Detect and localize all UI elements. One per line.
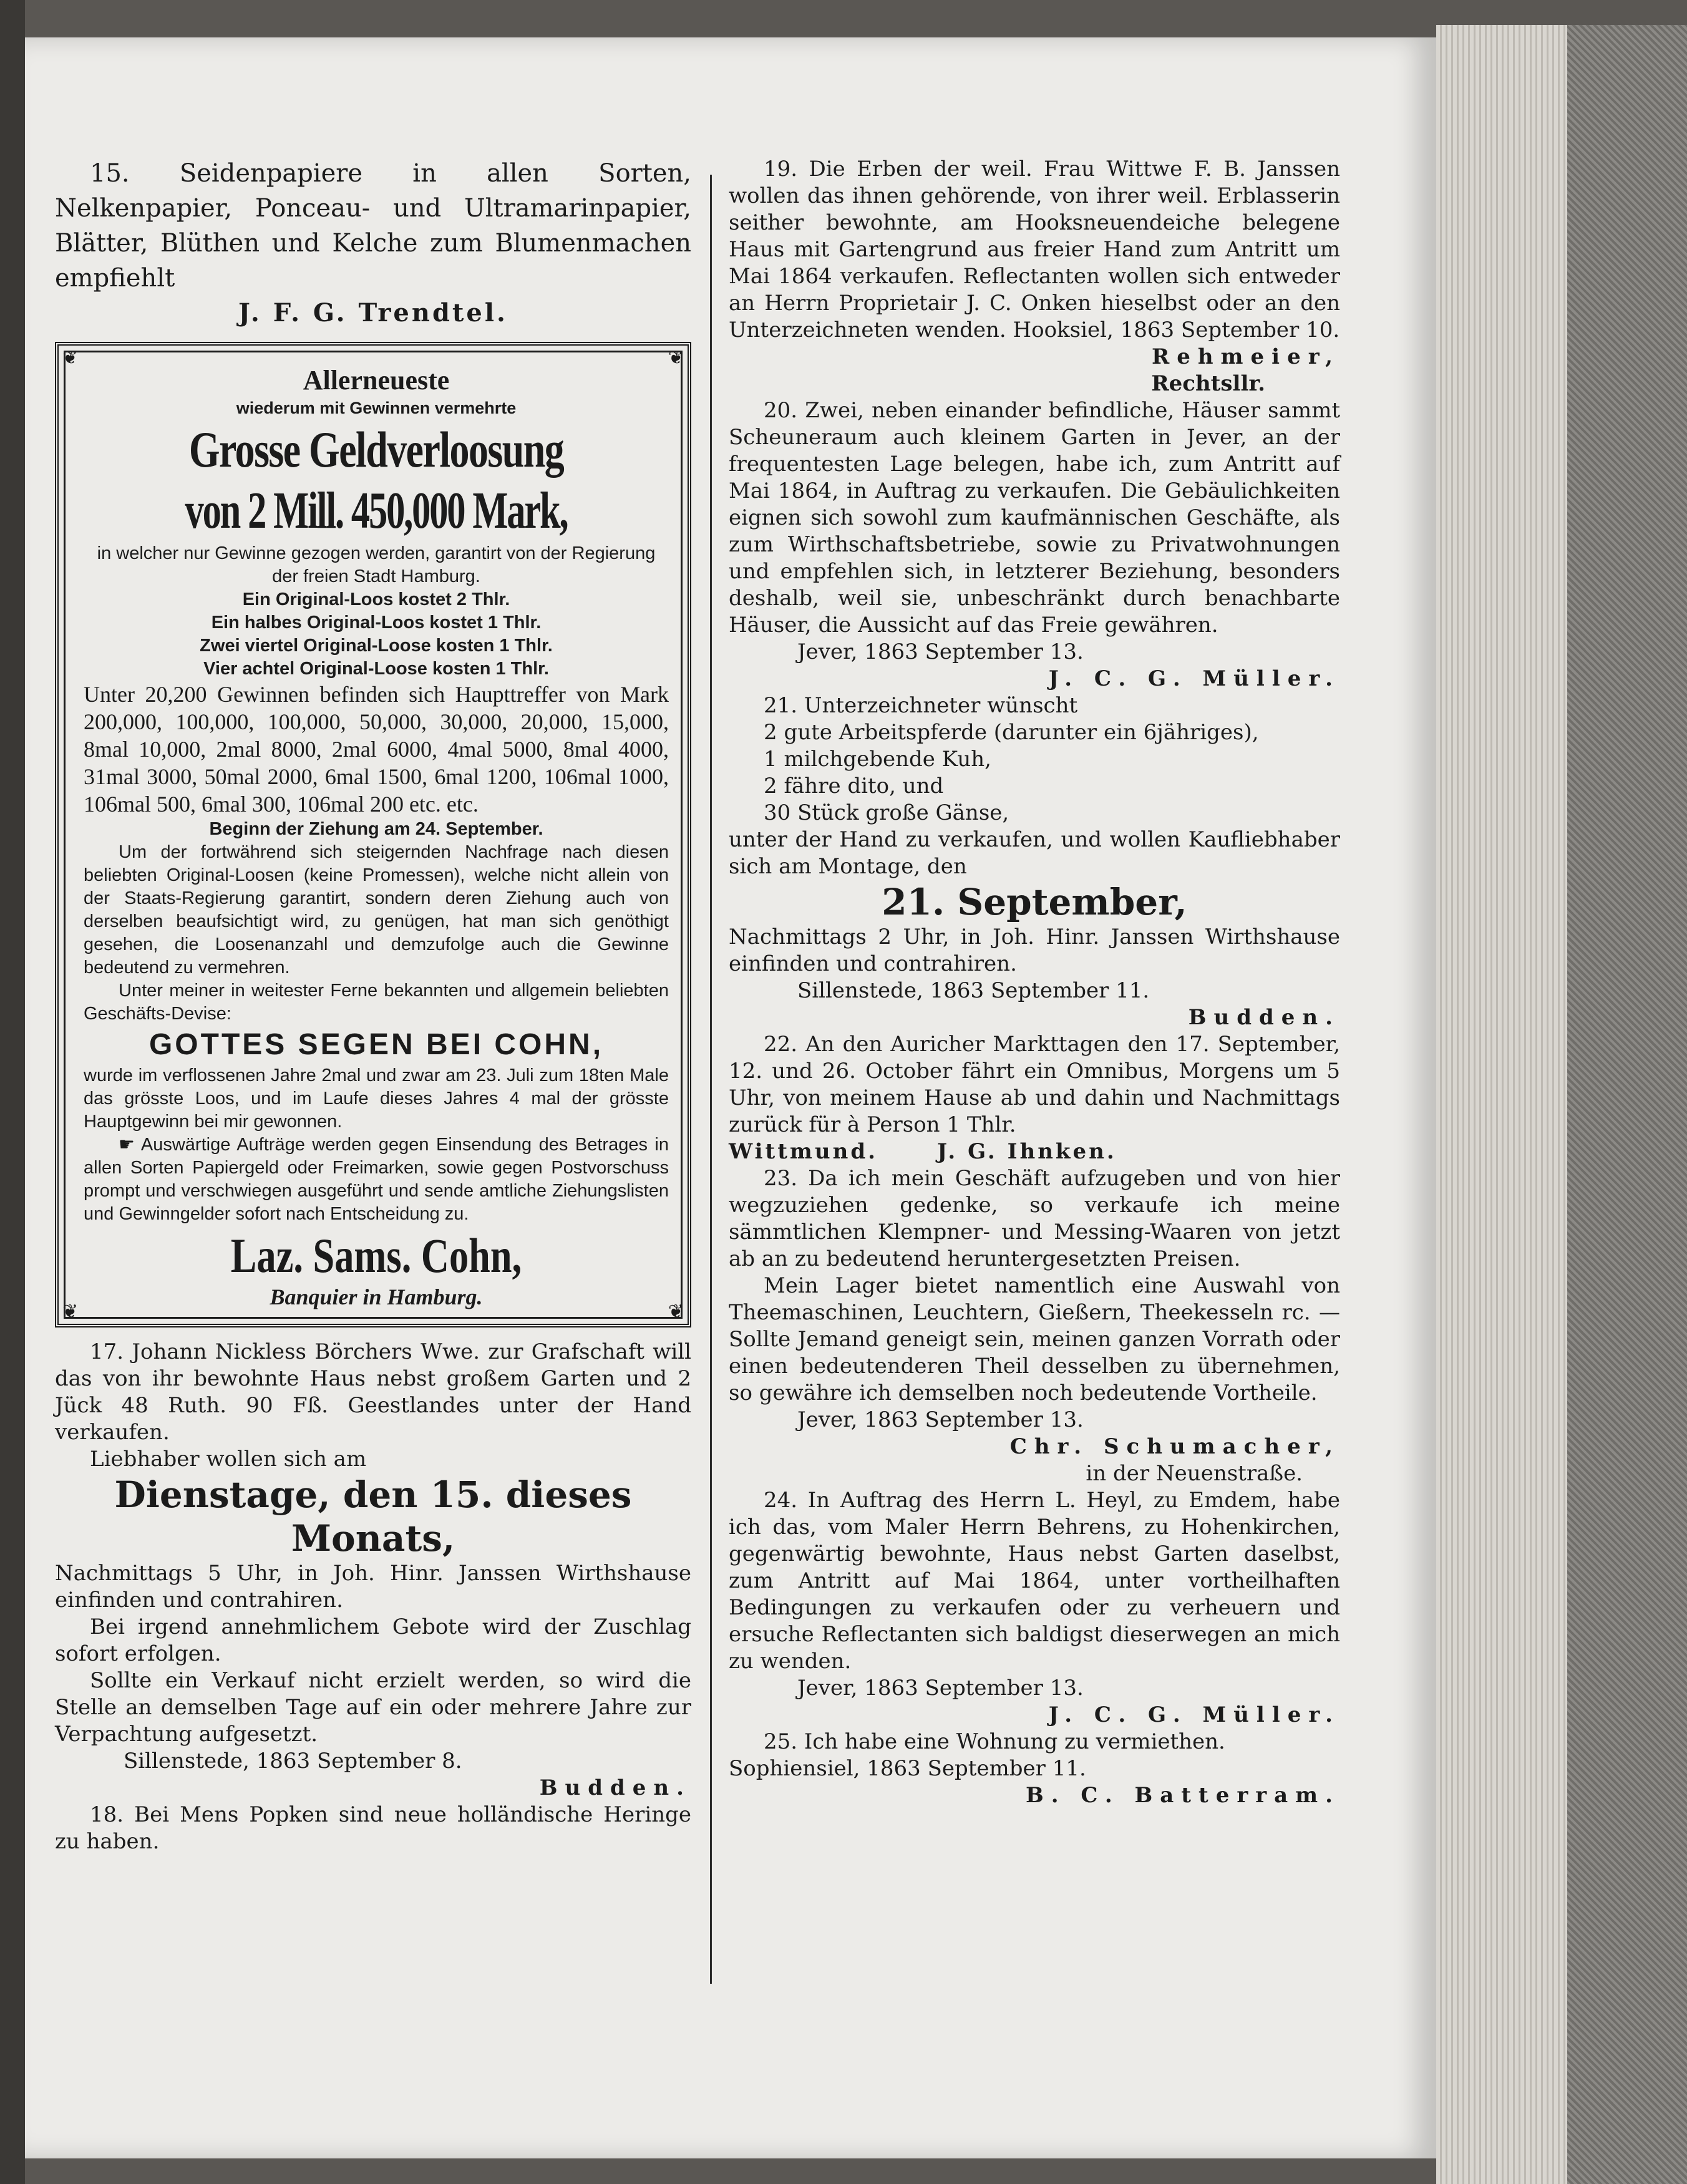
ornament-icon: ❦	[62, 347, 79, 369]
ad-guarantee: in welcher nur Gewinne gezogen werden, garantirt von der Regierung der freien Stadt Hamburg.	[97, 543, 656, 586]
ad-price-2: Ein halbes Original-Loos kostet 1 Thlr.	[211, 613, 542, 633]
ad-headline-3: Grosse Geldverloosung	[188, 421, 564, 478]
book-page-edges	[1436, 25, 1687, 2184]
notice-23-b: Mein Lager bietet namentlich eine Auswahl von Theemaschinen, Leuchtern, Gießern, Theekesseln rc. — Sollte Jemand geneigt sein, meinen ganzen Vorrath oder einen bedeutenderen Theil desselben zu übernehmen, so gewähre ich demselben noch bedeutende Vortheile.	[729, 1273, 1340, 1405]
notice-23-signature: Chr. Schumacher,	[1009, 1434, 1340, 1459]
notice-23: 23. Da ich mein Geschäft aufzugeben und von hier wegzuziehen gedenke, so verkaufe ich meine sämmtlichen Klempner- und Messing-Waaren von jetzt ab an zu bedeutend heruntergesetzten Preisen.	[729, 1166, 1340, 1271]
notice-21-line-3: 2 fähre dito, und	[764, 774, 944, 798]
lottery-advertisement	[55, 342, 691, 1327]
ad-banker-title: Banquier in Hamburg.	[270, 1284, 483, 1309]
notice-23-place: Jever, 1863 September 13.	[797, 1407, 1084, 1432]
notice-17-signature: Budden.	[539, 1775, 691, 1800]
right-column	[729, 156, 1340, 1809]
ad-headline-1: Allerneueste	[303, 365, 450, 396]
notice-19: 19. Die Erben der weil. Frau Wittwe F. B. Janssen wollen das ihnen gehörende, von ihrer weil. Erblasserin seither bewohnte, am Hooksneuendeiche belegene Haus mit Gartengrund aus freier Hand zum Antritt um Mai 1864 verkaufen. Reflectanten wollen sich entweder an Herrn Proprietair J. C. Onken hieselbst oder an den Unterzeichneten wenden. Hooksiel, 1863 September 10.	[729, 157, 1340, 342]
ad-motto: GOTTES SEGEN BEI COHN,	[148, 1028, 604, 1061]
ad-headline-2: wiederum mit Gewinnen vermehrte	[236, 399, 517, 417]
book-cover	[1567, 25, 1687, 2184]
notice-20: 20. Zwei, neben einander befindliche, Häuser sammt Scheuneraum auch kleinem Garten in Jever, an der frequentesten Lage belegen, habe ich, zum Antritt auf Mai 1864, in Auftrag zu verkaufen. Die Gebäulichkeiten eignen sich sowohl zum kaufmännischen Geschäfte, als zum Wirthschaftsbetriebe, sowie zu Privatwohnungen und empfehlen sich, in letzterer Beziehung, besonders deshalb, weil sie, unbeschränkt durch benachbarte Häuser, die Aussicht auf das Freie gewähren.	[729, 398, 1340, 638]
column-divider	[710, 175, 712, 1984]
ad-price-3: Zwei viertel Original-Loose kosten 1 Thlr.	[200, 636, 553, 656]
notice-21: 21. Unterzeichneter wünscht	[764, 693, 1078, 718]
ad-body-1: Um der fortwährend sich steigernden Nachfrage nach diesen beliebten Original-Loosen (keine Promessen), welche nicht allein von der Staats-Regierung garantirt, sondern deren Ziehung auch von derselben beaufsichtigt wird, zu genügen, hat man sich genöthigt gesehen, die Loosenanzahl und demzufolge auch die Gewinne bedeutend zu vermehren.	[84, 842, 669, 978]
notice-17-c: Nachmittags 5 Uhr, in Joh. Hinr. Janssen Wirthshause einfinden und contrahiren.	[55, 1561, 691, 1613]
notice-25: 25. Ich habe eine Wohnung zu vermiethen.	[764, 1729, 1225, 1754]
notice-21-b: unter der Hand zu verkaufen, und wollen Kaufliebhaber sich am Montage, den	[729, 827, 1340, 879]
ad-price-1: Ein Original-Loos kostet 2 Thlr.	[242, 590, 510, 609]
ad-draw-start: Beginn der Ziehung am 24. September.	[209, 819, 543, 839]
ad-prizes: Unter 20,200 Gewinnen befinden sich Haupttreffer von Mark 200,000, 100,000, 100,000, 50,000, 30,000, 20,000, 15,000, 8mal 10,000, 2mal 8000, 2mal 6000, 4mal 5000, 8mal 4000, 31mal 3000, 50mal 2000, 6mal 1500, 6mal 1200, 106mal 1000, 106mal 500, 6mal 300, 106mal 200 etc. etc.	[84, 682, 669, 817]
book-gutter	[0, 0, 25, 2184]
notice-15: 15. Seidenpapiere in allen Sorten, Nelkenpapier, Ponceau- und Ultramarinpapier, Blätter, Blüthen und Kelche zum Blumenmachen empfiehlt	[55, 159, 691, 293]
notice-24-signature: J. C. G. Müller.	[1048, 1702, 1340, 1727]
notice-17-d: Bei irgend annehmlichem Gebote wird der Zuschlag sofort erfolgen.	[55, 1614, 691, 1666]
left-column	[55, 156, 691, 1855]
ad-body-4: ☛ Auswärtige Aufträge werden gegen Einsendung des Betrages in allen Sorten Papiergeld oder Freimarken, sowie gegen Postvorschuss prompt und verschwiegen ausgeführt und sende amtliche Ziehungslisten und Gewinngelder sofort nach Entscheidung zu.	[84, 1135, 669, 1224]
notice-17-e: Sollte ein Verkauf nicht erzielt werden, so wird die Stelle an demselben Tage auf ein oder mehrere Jahre zur Verpachtung aufgesetzt.	[55, 1668, 691, 1747]
ad-price-4: Vier achtel Original-Loose kosten 1 Thlr.	[203, 659, 549, 679]
notice-24: 24. In Auftrag des Herrn L. Heyl, zu Emdem, habe ich das, vom Maler Herrn Behrens, zu Hohenkirchen, gegenwärtig bewohnte, Haus nebst Garten daselbst, zum Antritt auf Mai 1864, unter vortheilhaften Bedingungen zu verkaufen oder zu verheuern und ersuche Reflectanten sich baldigst dieserwegen an mich zu wenden.	[729, 1488, 1340, 1674]
ad-banker-name: Laz. Sams. Cohn,	[230, 1228, 522, 1283]
notice-21-line-2: 1 milchgebende Kuh,	[764, 747, 991, 772]
notice-20-signature: J. C. G. Müller.	[1048, 666, 1340, 691]
notice-19-signature: Rehmeier,	[1151, 344, 1340, 369]
notice-21-line-4: 30 Stück große Gänse,	[764, 800, 1009, 825]
notice-21-place: Sillenstede, 1863 September 11.	[797, 978, 1150, 1003]
ad-headline-4: von 2 Mill. 450,000 Mark,	[185, 482, 568, 540]
notice-21-date: 21. September,	[882, 881, 1187, 923]
notice-25-signature: B. C. Batterram.	[1025, 1783, 1340, 1808]
notice-18: 18. Bei Mens Popken sind neue holländische Heringe zu haben.	[55, 1802, 691, 1854]
notice-22-signature: Wittmund. J. G. Ihnken.	[729, 1139, 1117, 1164]
notice-21-c: Nachmittags 2 Uhr, in Joh. Hinr. Janssen Wirthshause einfinden und contrahiren.	[729, 925, 1340, 976]
notice-17-b: Liebhaber wollen sich am	[90, 1447, 367, 1472]
notice-17-date: Dienstage, den 15. dieses Monats,	[114, 1473, 632, 1560]
notice-21-line-1: 2 gute Arbeitspferde (darunter ein 6jähriges),	[764, 720, 1259, 745]
notice-15-signature: J. F. G. Trendtel.	[238, 298, 508, 328]
notice-21-signature: Budden.	[1188, 1005, 1340, 1030]
ad-body-2: Unter meiner in weitester Ferne bekannten und allgemein beliebten Geschäfts-Devise:	[84, 981, 669, 1024]
notice-17-place: Sillenstede, 1863 September 8.	[124, 1749, 462, 1774]
notice-19-signature-2: Rechtsllr.	[1151, 371, 1265, 396]
ornament-icon: ❦	[668, 1301, 684, 1323]
notice-23-signature-2: in der Neuenstraße.	[1086, 1461, 1303, 1486]
notice-17: 17. Johann Nickless Börchers Wwe. zur Grafschaft will das von ihr bewohnte Haus nebst großem Garten und 2 Jück 48 Ruth. 90 Fß. Geestlandes unter der Hand verkaufen.	[55, 1339, 691, 1445]
notice-22: 22. An den Auricher Markttagen den 17. September, 12. und 26. October fährt ein Omnibus, Morgens um 5 Uhr, von meinem Hause ab und dahin und Nachmittags zurück für à Person 1 Thlr.	[729, 1032, 1340, 1137]
notice-25-place: Sophiensiel, 1863 September 11.	[729, 1756, 1086, 1781]
ornament-icon: ❦	[668, 347, 684, 369]
notice-24-place: Jever, 1863 September 13.	[797, 1676, 1084, 1701]
notice-20-place: Jever, 1863 September 13.	[797, 639, 1084, 664]
ornament-icon: ❦	[62, 1301, 79, 1323]
ad-body-3: wurde im verflossenen Jahre 2mal und zwar am 23. Juli zum 18ten Male das grösste Loos, und im Laufe dieses Jahres 4 mal der grösste Hauptgewinn bei mir gewonnen.	[84, 1065, 669, 1132]
